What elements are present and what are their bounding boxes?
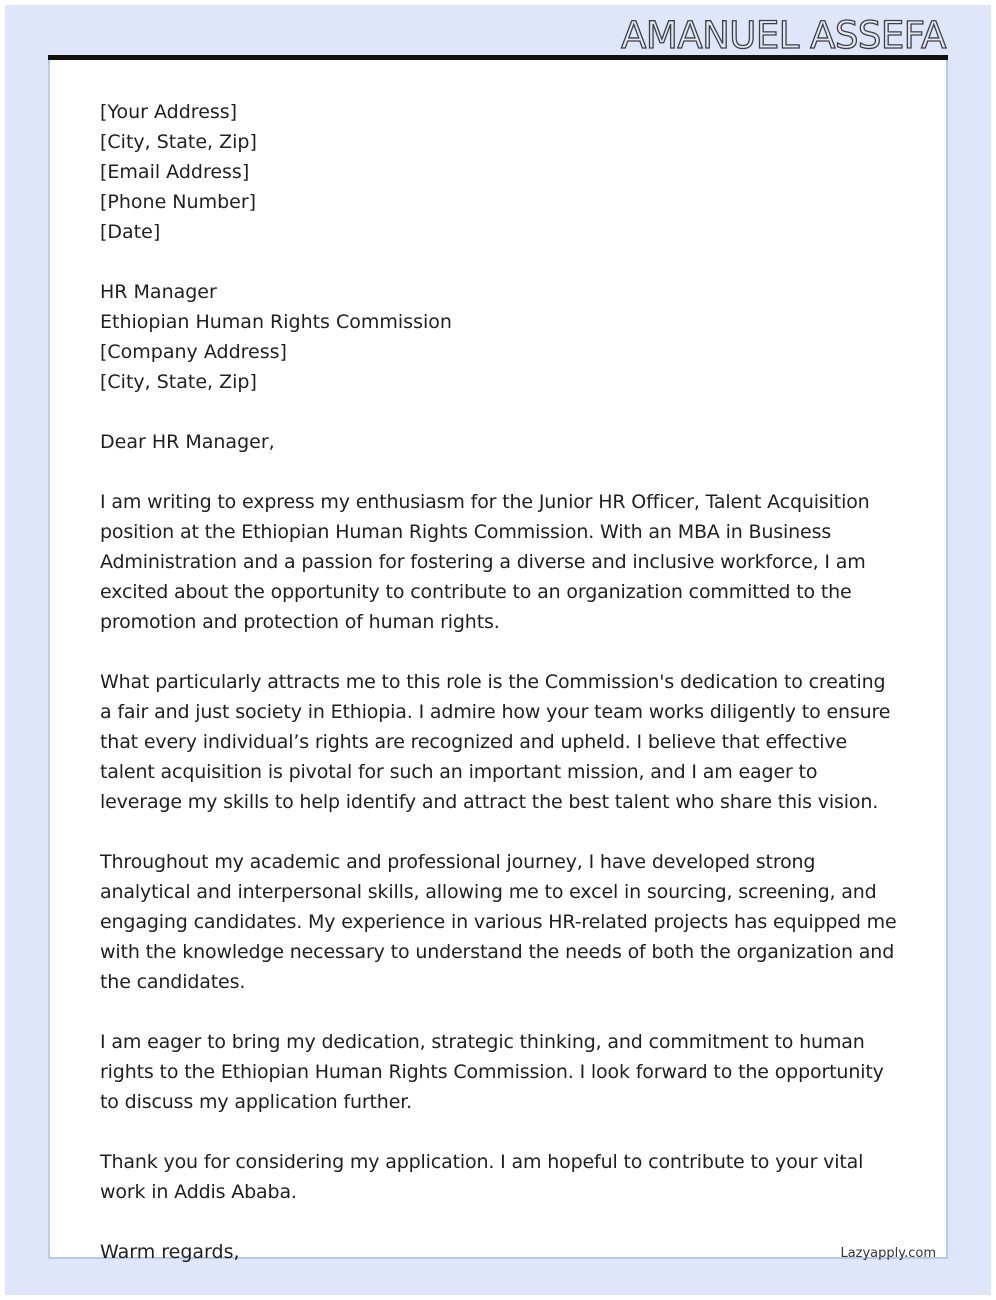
paragraph-intro: I am writing to express my enthusiasm for the Junior HR Officer, Talent Acquisition position at the Ethiopian Human Rights Commission. With an MBA in Business Administration and a passion for fostering a diverse and inclusive workforce, I am excited about the opportunity to contribute to an organization committed to the promotion and protection of human rights. [100, 491, 870, 633]
watermark: Lazyapply.com [840, 1246, 936, 1261]
letter-body [100, 97, 900, 1267]
recipient-title: HR Manager [100, 281, 217, 303]
paragraph-thanks: Thank you for considering my application. I am hopeful to contribute to your vital work in Addis Ababa. [100, 1151, 864, 1203]
sender-city-state-zip: [City, State, Zip] [100, 131, 257, 153]
recipient-city-state-zip: [City, State, Zip] [100, 371, 257, 393]
salutation: Dear HR Manager, [100, 431, 275, 453]
recipient-address: [Company Address] [100, 341, 287, 363]
sender-block [100, 97, 900, 247]
sender-phone: [Phone Number] [100, 191, 257, 213]
paragraph-motivation: What particularly attracts me to this role is the Commission's dedication to creating a fair and just society in Ethiopia. I admire how your team works diligently to ensure that every individual’s rights are recognized and upheld. I believe that effective talent acquisition is pivotal for such an important mission, and I am eager to leverage my skills to help identify and attract the best talent who share this vision. [100, 671, 891, 813]
recipient-organization: Ethiopian Human Rights Commission [100, 311, 452, 333]
paragraph-commitment: I am eager to bring my dedication, strategic thinking, and commitment to human rights to the Ethiopian Human Rights Commission. I look forward to the opportunity to discuss my application further. [100, 1031, 884, 1113]
paragraph-experience: Throughout my academic and professional journey, I have developed strong analytical and interpersonal skills, allowing me to excel in sourcing, screening, and engaging candidates. My experience in various HR-related projects has equipped me with the knowledge necessary to understand the needs of both the organization and the candidates. [100, 851, 897, 993]
closing: Warm regards, [100, 1241, 240, 1263]
applicant-name: AMANUEL ASSEFA [621, 14, 946, 57]
sender-address: [Your Address] [100, 101, 238, 123]
sender-email: [Email Address] [100, 161, 250, 183]
recipient-block [100, 277, 900, 397]
letter-date: [Date] [100, 221, 161, 243]
